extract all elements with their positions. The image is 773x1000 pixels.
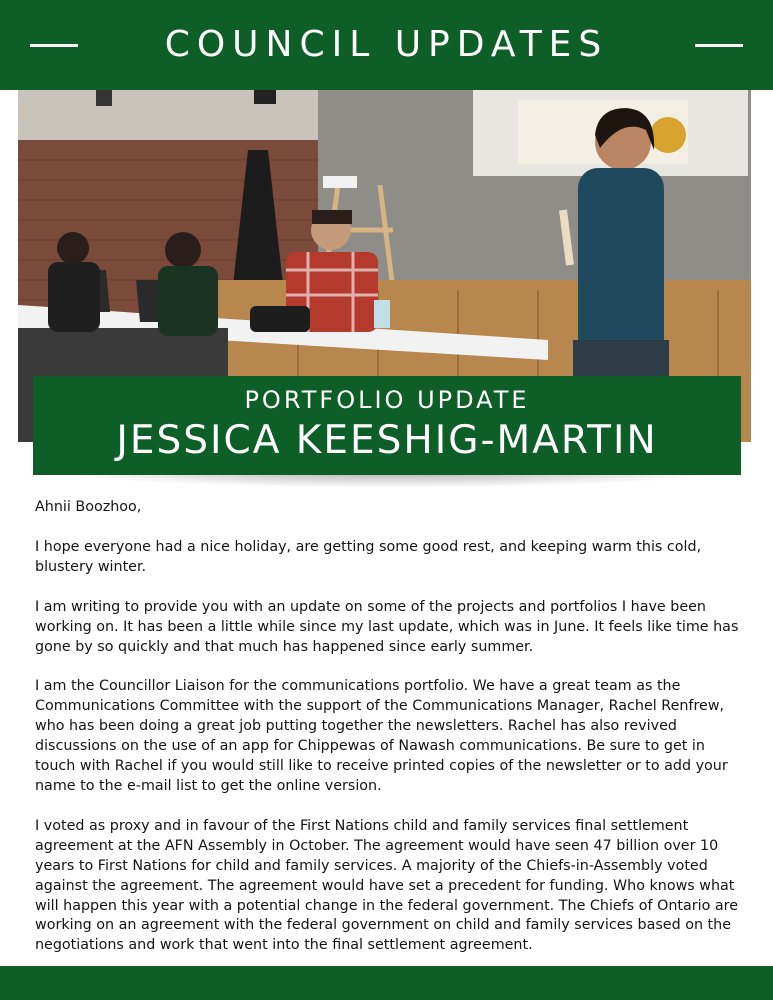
paragraph: I am the Councillor Liaison for the communications portfolio. We have a great team as the Communications Committee with the support of the Communications Manager, Rachel Renfrew, who has been doing a great job putting together the newsletters. Rachel has also revived discussions on the use of an app for Chippewas of Nawash communications. Be sure to get in touch with Rachel if you would still like to receive printed copies of the newsletter or to add your name to the e-mail list to get the online version.	[35, 678, 728, 794]
footer-bar	[0, 966, 773, 1000]
page-title: COUNCIL UPDATES	[164, 24, 609, 65]
header-decorative-line-right	[695, 44, 743, 47]
banner-subtitle: PORTFOLIO UPDATE	[244, 386, 530, 414]
portfolio-banner	[33, 376, 741, 475]
article-body	[35, 498, 747, 976]
paragraph: I hope everyone had a nice holiday, are getting some good rest, and keeping warm this cold, blustery winter.	[35, 538, 702, 575]
header-bar	[0, 0, 773, 90]
paragraph: I voted as proxy and in favour of the First Nations child and family services final settlement agreement at the AFN Assembly in October. The agreement would have seen 47 billion over 10 years to First Nations for child and family services. A majority of the Chiefs-in-Assembly voted against the agreement. The agreement would have set a precedent for funding. Who knows what will happen this year with a potential change in the federal government. The Chiefs of Ontario are working on an agreement with the federal government on child and family services based on the negotiations and work that went into the final settlement agreement.	[35, 817, 739, 954]
councillor-name: JESSICA KEESHIG-MARTIN	[116, 418, 658, 463]
paragraph: I am writing to provide you with an update on some of the projects and portfolios I have been working on. It has been a little while since my last update, which was in June. It feels like time has gone by so quickly and that much has happened since early summer.	[35, 598, 739, 655]
greeting: Ahnii Boozhoo,	[35, 499, 142, 515]
